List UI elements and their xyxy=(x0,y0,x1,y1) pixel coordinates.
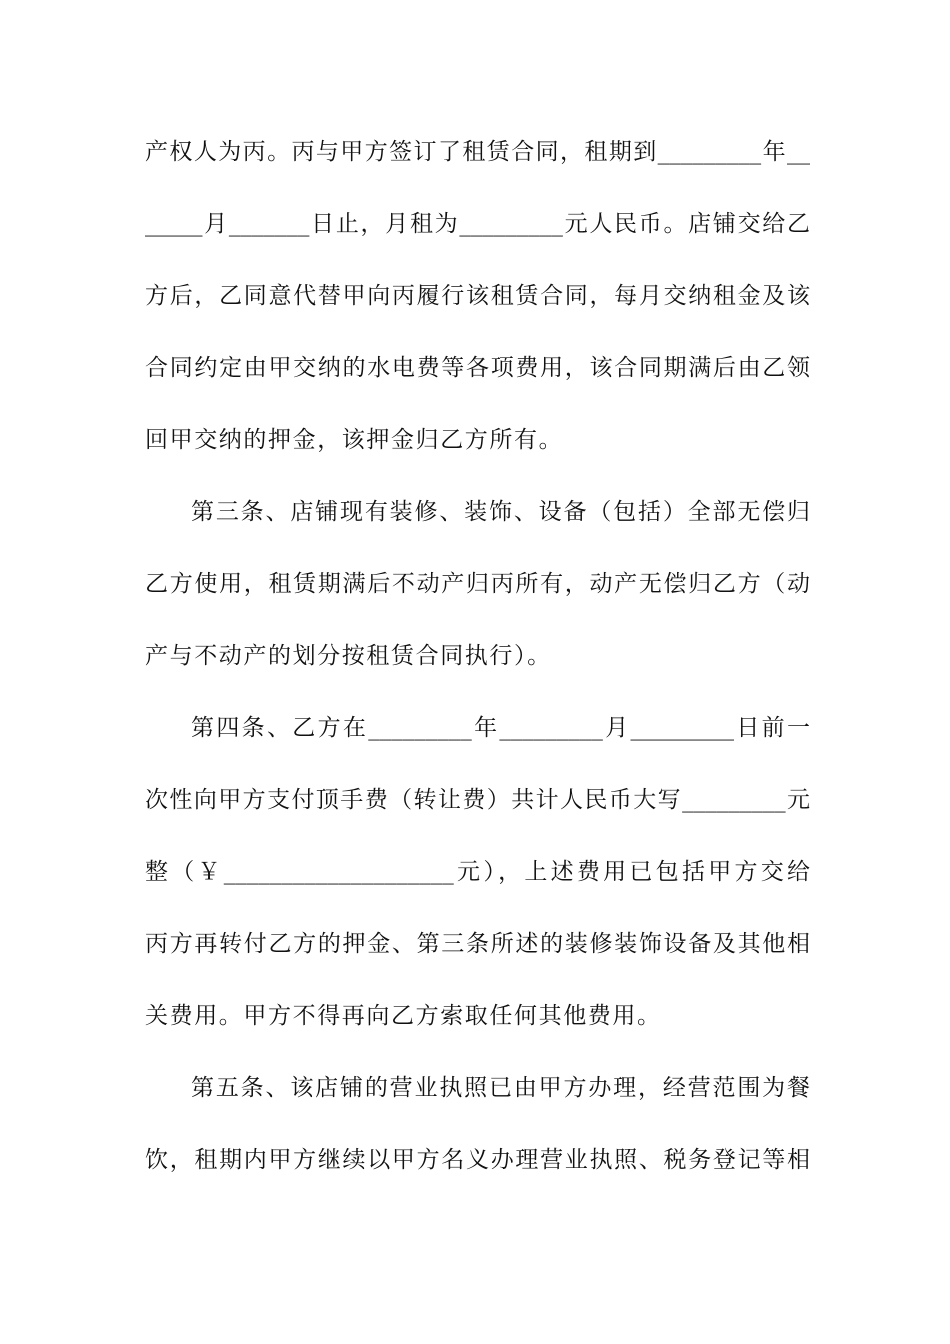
article-4-line-1: 第四条、乙方在_________年_________月_________日前一 xyxy=(191,715,810,741)
article-4-line-2: 次性向甲方支付顶手费（转让费）共计人民币大写_________元 xyxy=(145,787,810,813)
text-line-5: 回甲交纳的押金，该押金归乙方所有。 xyxy=(145,427,564,453)
article-3-line-2: 乙方使用，租赁期满后不动产归丙所有，动产无偿归乙方（动 xyxy=(145,571,810,597)
article-4-line-4: 丙方再转付乙方的押金、第三条所述的装修装饰设备及其他相 xyxy=(145,931,810,957)
article-4-line-3: 整（￥____________________元），上述费用已包括甲方交给 xyxy=(145,859,810,885)
text-line-3: 方后，乙同意代替甲向丙履行该租赁合同，每月交纳租金及该 xyxy=(145,283,810,309)
text-line-2: _____月_______日止，月租为_________元人民币。店铺交给乙 xyxy=(145,211,810,237)
contract-body xyxy=(145,128,810,1208)
article-5-line-1: 第五条、该店铺的营业执照已由甲方办理，经营范围为餐 xyxy=(191,1075,810,1101)
article-3-line-3: 产与不动产的划分按租赁合同执行）。 xyxy=(145,643,552,669)
article-5-line-2: 饮，租期内甲方继续以甲方名义办理营业执照、税务登记等相 xyxy=(145,1147,810,1173)
article-3-line-1: 第三条、店铺现有装修、装饰、设备（包括）全部无偿归 xyxy=(191,499,810,525)
article-4-line-5: 关费用。甲方不得再向乙方索取任何其他费用。 xyxy=(145,1003,662,1029)
text-line-1: 产权人为丙。丙与甲方签订了租赁合同，租期到_________年__ xyxy=(145,139,810,165)
text-line-4: 合同约定由甲交纳的水电费等各项费用，该合同期满后由乙领 xyxy=(145,355,810,381)
